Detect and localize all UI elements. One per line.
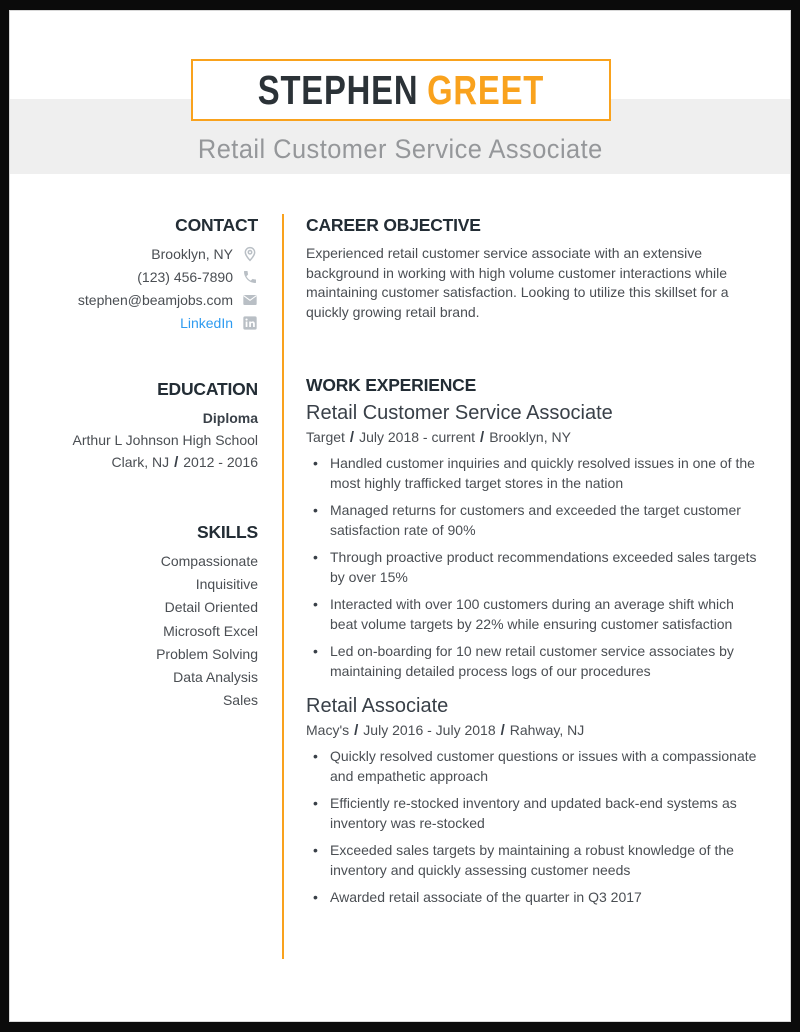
resume-page [9, 10, 791, 1022]
envelope-icon [242, 292, 258, 308]
contact-heading: CONTACT [175, 215, 258, 235]
job-entry [306, 693, 759, 908]
main-column [306, 214, 759, 916]
name-box [191, 59, 611, 121]
job-bullet: • Led on-boarding for 10 new retail customer service associates by maintaining detailed process logs of our procedures [306, 642, 759, 681]
contact-list [46, 242, 258, 334]
education-location: Clark, NJ [111, 454, 170, 470]
job-bullet: • Exceeded sales targets by maintaining a robust knowledge of the inventory and quickly assessing customer needs [306, 841, 759, 880]
job-location: Rahway, NJ [509, 722, 585, 738]
name-last: GREET [427, 66, 545, 113]
separator-slash: / [480, 429, 485, 446]
job-entry [306, 400, 759, 681]
resume-subtitle: Retail Customer Service Associate [197, 134, 603, 164]
linkedin-link[interactable]: LinkedIn [180, 314, 233, 331]
separator-slash: / [354, 722, 359, 739]
contact-phone-label: (123) 456-7890 [137, 268, 233, 285]
phone-icon [242, 269, 258, 285]
education-degree: Diploma [202, 410, 258, 426]
separator-slash: / [349, 429, 355, 446]
education-heading: EDUCATION [157, 379, 258, 399]
job-bullet-list [306, 454, 759, 681]
job-dates: July 2018 - current [359, 429, 476, 445]
skill-item: Problem Solving [156, 645, 258, 662]
job-bullet-list [306, 747, 759, 908]
contact-location-label: Brooklyn, NY [151, 245, 233, 262]
career-objective-text: Experienced retail customer service associate with an extensive background in working with high volume customer interactions while maintaining customer satisfaction. Looking to utilize this skillset for a quickly growing retail brand. [306, 245, 729, 320]
work-experience-heading: WORK EXPERIENCE [306, 375, 477, 395]
contact-row-linkedin [46, 311, 258, 334]
job-role: Retail Customer Service Associate [306, 402, 613, 424]
job-meta [306, 721, 759, 740]
separator-slash: / [174, 454, 179, 471]
skill-item: Microsoft Excel [163, 622, 258, 639]
contact-email-label: stephen@beamjobs.com [77, 291, 233, 308]
career-objective-heading: CAREER OBJECTIVE [306, 215, 481, 235]
candidate-name [257, 66, 545, 113]
job-bullet: • Handled customer inquiries and quickly resolved issues in one of the most highly trafficked target stores in the nation [306, 454, 759, 493]
education-dates: 2012 - 2016 [183, 454, 258, 470]
separator-slash: / [500, 722, 505, 739]
job-bullet: • Efficiently re-stocked inventory and updated back-end systems as inventory was re-stocked [306, 794, 759, 833]
education-school: Arthur L Johnson High School [72, 432, 258, 448]
job-meta [306, 428, 759, 447]
column-divider [282, 214, 284, 959]
job-location: Brooklyn, NY [489, 429, 571, 445]
skills-heading: SKILLS [196, 522, 258, 542]
skill-item: Inquisitive [195, 576, 258, 593]
education-entry [46, 407, 258, 474]
job-role: Retail Associate [306, 695, 449, 717]
sidebar [46, 214, 258, 712]
skill-item: Data Analysis [173, 669, 258, 686]
skill-item: Detail Oriented [164, 599, 258, 616]
name-first: STEPHEN [257, 66, 419, 113]
job-bullet: • Awarded retail associate of the quarter in Q3 2017 [306, 888, 759, 908]
skill-item: Compassionate [160, 553, 258, 569]
contact-row-location [46, 242, 258, 265]
contact-row-email [46, 288, 258, 311]
education-dates-line [46, 451, 258, 474]
job-company: Target [306, 429, 345, 445]
skill-item: Sales [222, 692, 258, 709]
job-bullet: • Interacted with over 100 customers during an average shift which beat volume targets by 22% while ensuring customer satisfaction [306, 595, 759, 634]
job-dates: July 2016 - July 2018 [363, 722, 496, 738]
job-company: Macy's [306, 722, 350, 738]
location-pin-icon [242, 246, 258, 262]
contact-row-phone [46, 265, 258, 288]
linkedin-icon[interactable] [242, 315, 258, 331]
job-bullet: • Quickly resolved customer questions or issues with a compassionate and empathetic approach [306, 747, 759, 786]
job-bullet: • Through proactive product recommendations exceeded sales targets by over 15% [306, 548, 759, 587]
job-bullet: • Managed returns for customers and exceeded the target customer satisfaction rate of 90% [306, 501, 759, 540]
skills-list [46, 550, 258, 712]
